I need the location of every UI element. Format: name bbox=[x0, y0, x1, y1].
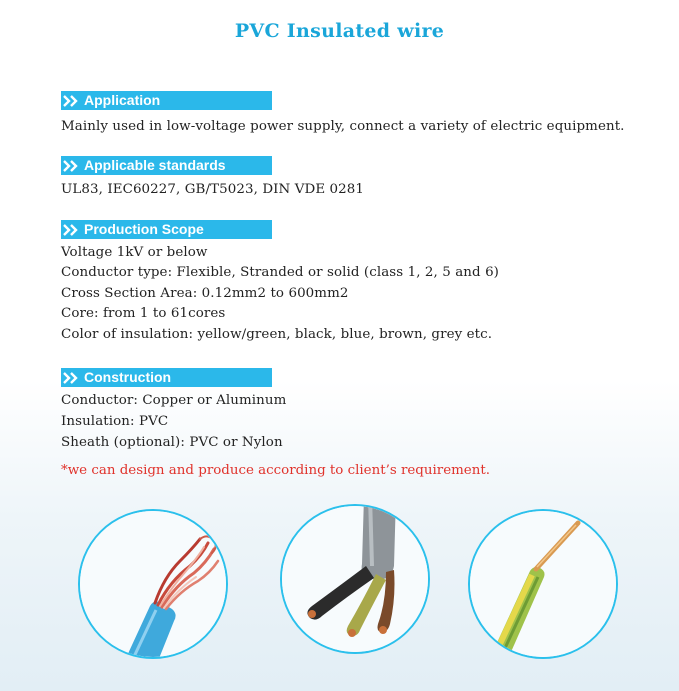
standards-heading: Applicable standards bbox=[84, 157, 226, 173]
scope-line: Voltage 1kV or below bbox=[61, 245, 208, 260]
application-text: Mainly used in low-voltage power supply, connect a variety of electric equipment. bbox=[61, 119, 625, 134]
double-chevron-icon bbox=[63, 95, 81, 107]
page-title: PVC Insulated wire bbox=[234, 20, 445, 42]
multicore-cable-image bbox=[280, 504, 430, 654]
scope-line: Cross Section Area: 0.12mm2 to 600mm2 bbox=[61, 286, 349, 301]
construction-heading: Construction bbox=[84, 369, 172, 385]
double-chevron-icon bbox=[63, 224, 81, 236]
scope-line: Color of insulation: yellow/green, black, blue, brown, grey etc. bbox=[61, 327, 493, 342]
double-chevron-icon bbox=[63, 372, 81, 384]
standards-text: UL83, IEC60227, GB/T5023, DIN VDE 0281 bbox=[61, 182, 365, 197]
application-banner bbox=[61, 91, 272, 110]
construction-banner bbox=[61, 368, 272, 387]
custom-design-note: *we can design and produce according to client’s requirement. bbox=[61, 463, 490, 478]
stranded-blue-wire-image bbox=[78, 509, 228, 659]
yellow-green-solid-wire-image bbox=[468, 509, 618, 659]
construction-line: Insulation: PVC bbox=[61, 414, 169, 429]
scope-heading: Production Scope bbox=[84, 221, 204, 237]
construction-line: Conductor: Copper or Aluminum bbox=[61, 393, 287, 408]
scope-line: Conductor type: Flexible, Stranded or solid (class 1, 2, 5 and 6) bbox=[61, 265, 500, 280]
scope-banner bbox=[61, 220, 272, 239]
scope-line: Core: from 1 to 61cores bbox=[61, 306, 226, 321]
double-chevron-icon bbox=[63, 160, 81, 172]
standards-banner bbox=[61, 156, 272, 175]
application-heading: Application bbox=[84, 92, 161, 108]
construction-line: Sheath (optional): PVC or Nylon bbox=[61, 435, 283, 450]
